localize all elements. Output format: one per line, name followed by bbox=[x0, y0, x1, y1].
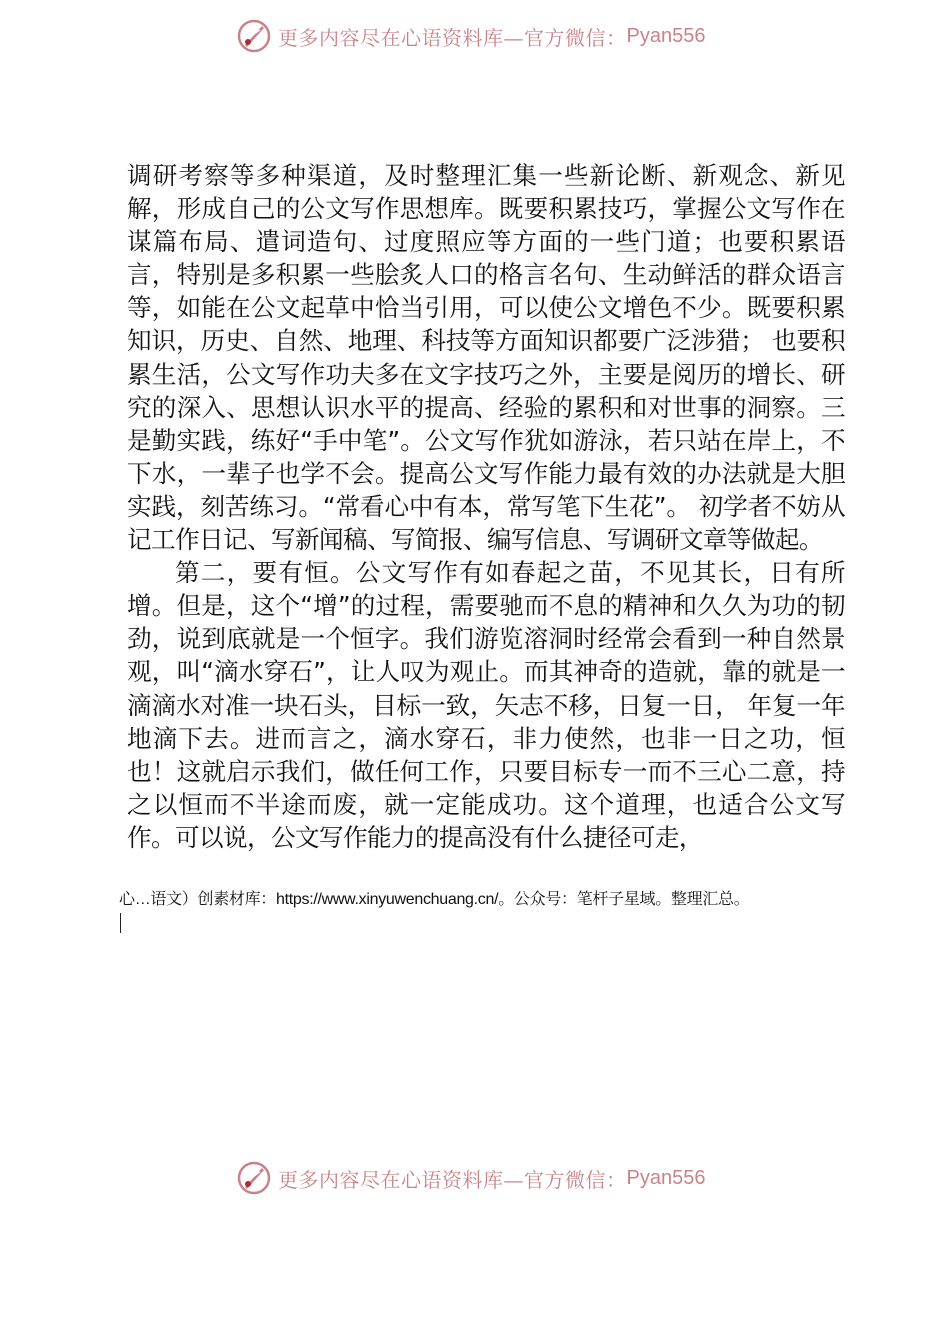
banner-text: 更多内容尽在心语资料库—官方微信： bbox=[278, 1167, 627, 1192]
quill-pen-logo-icon bbox=[236, 18, 272, 54]
paragraph: 调研考察等多种渠道，及时整理汇集一些新论断、新观念、新见解，形成自己的公文写作思想库。既要积累技巧，掌握公文写作在谋篇布局、遣词造句、过度照应等方面的一些门道；也要积累语言，特别是多积累一些脍炙人口的格言名句、生动鲜活的群众语言等，如能在公文起草中恰当引用，可以使公文增色不少。既要积累知识，历史、自然、地理、科技等方面知识都要广泛涉猎； 也要积累生活，公文写作功夫多在文字技巧之外，主要是阅历的增长、研究的深入、思想认识水平的提高、经验的累积和对世事的洞察。三是勤实践，练好“手中笔”。公文写作犹如游泳，若只站在岸上，不下水，一辈子也学不会。提高公文写作能力最有效的办法就是大胆实践，刻苦练习。“常看心中有本，常写笔下生花”。 初学者不妨从记工作日记、写新闻稿、写简报、编写信息、写调研文章等做起。 bbox=[127, 161, 845, 555]
banner-wechat-id: Pyan556 bbox=[626, 24, 706, 47]
banner-wechat-id: Pyan556 bbox=[626, 1166, 706, 1189]
footer-banner bbox=[236, 1158, 756, 1198]
banner-text: 更多内容尽在心语资料库—官方微信： bbox=[278, 25, 627, 50]
quill-pen-logo-icon bbox=[236, 1160, 272, 1196]
source-note: 心…语文）创素材库：https://www.xinyuwenchuang.cn/。公众号：笔杆子星域。整理汇总。 bbox=[119, 891, 750, 908]
article-body bbox=[127, 159, 845, 854]
header-banner bbox=[236, 16, 756, 56]
text-cursor bbox=[120, 913, 121, 933]
paragraph: 第二，要有恒。公文写作有如春起之苗，不见其长，日有所增。但是，这个“增”的过程，需要驰而不息的精神和久久为功的韧劲，说到底就是一个恒字。我们游览溶洞时经常会看到一种自然景观，叫“滴水穿石”，让人叹为观止。而其神奇的造就，靠的就是一滴滴水对准一块石头，目标一致，矢志不移，日复一日， 年复一年地滴下去。进而言之，滴水穿石，非力使然，也非一日之功，恒也！这就启示我们，做任何工作，只要目标专一而不三心二意，持之以恒而不半途而废，就一定能成功。这个道理，也适合公文写作。可以说，公文写作能力的提高没有什么捷径可走， bbox=[127, 558, 845, 852]
